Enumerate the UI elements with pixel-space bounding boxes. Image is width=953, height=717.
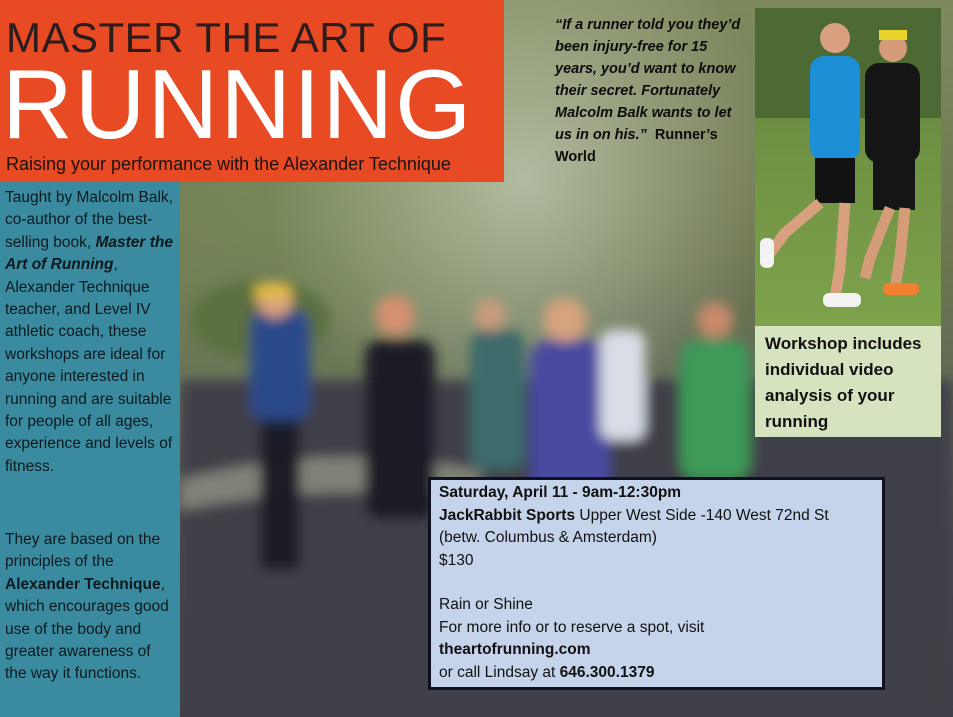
- para2-rest: , which encourages good use of the body and greater awareness of the way it functions.: [5, 575, 169, 683]
- description-paragraph-2: [5, 529, 175, 686]
- description-paragraph-1: [5, 187, 175, 478]
- event-price: $130: [439, 552, 474, 569]
- event-cross-streets: (betw. Columbus & Amsterdam): [439, 529, 657, 546]
- book-title: Master the Art of Running: [5, 233, 174, 274]
- event-address: Upper West Side -140 West 72nd St: [575, 507, 829, 524]
- event-call-text: or call Lindsay at: [439, 664, 560, 681]
- coach-runners-photo: [755, 8, 941, 326]
- press-quote: [555, 14, 751, 168]
- tagline: Raising your performance with the Alexander Technique: [6, 154, 451, 174]
- event-info: For more info or to reserve a spot, visit: [439, 619, 705, 636]
- para1-rest: , Alexander Technique teacher, and Level IV athletic coach, these workshops are ideal for anyone interested in running and are suitable for people of all ages, experience and levels of fitness.: [5, 256, 173, 475]
- title-line1: MASTER THE ART OF: [6, 14, 447, 61]
- runners-illustration: [755, 8, 941, 326]
- para2-intro: They are based on the principles of the: [5, 531, 161, 571]
- title-line2: RUNNING: [2, 49, 474, 159]
- technique-name: Alexander Technique: [5, 575, 161, 593]
- workshop-callout: [755, 326, 941, 437]
- workshop-text: Workshop includes individual video analysis of your running: [765, 334, 922, 431]
- quote-text: “If a runner told you they’d been injury-free for 15 years, you’d want to know their secret. Fortunately Malcolm Balk wants to let us in on his.”: [555, 17, 741, 143]
- para1-intro: Taught by Malcolm Balk, co-author of the best-selling book,: [5, 189, 173, 251]
- title-banner: [0, 0, 504, 182]
- event-venue-line: [439, 507, 829, 525]
- event-rain: Rain or Shine: [439, 596, 533, 613]
- event-call-line: [439, 664, 654, 682]
- event-phone[interactable]: 646.300.1379: [559, 664, 655, 681]
- description-column: [0, 182, 180, 717]
- quote-source: Runner’s World: [555, 127, 718, 165]
- event-details-box: [428, 477, 885, 690]
- event-venue: JackRabbit Sports: [439, 507, 576, 524]
- event-website-link[interactable]: theartofrunning.com: [439, 641, 591, 658]
- event-date: Saturday, April 11 - 9am-12:30pm: [439, 484, 682, 501]
